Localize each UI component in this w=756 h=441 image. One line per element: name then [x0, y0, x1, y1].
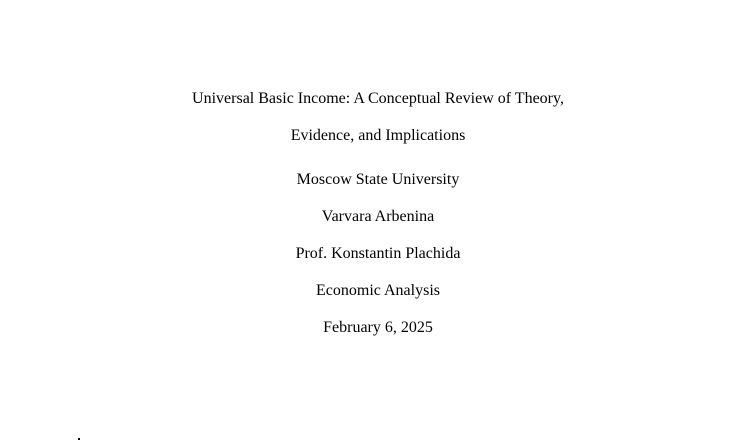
- institution-name: Moscow State University: [296, 171, 460, 188]
- professor-name: Prof. Konstantin Plachida: [295, 245, 461, 262]
- title-line-2: Evidence, and Implications: [290, 127, 466, 144]
- author-name: Varvara Arbenina: [321, 208, 435, 225]
- course-name: Economic Analysis: [316, 282, 440, 299]
- text-cursor-mark: [78, 438, 80, 440]
- submission-date: February 6, 2025: [323, 319, 433, 336]
- title-line-1: Universal Basic Income: A Conceptual Review of Theory,: [192, 90, 564, 107]
